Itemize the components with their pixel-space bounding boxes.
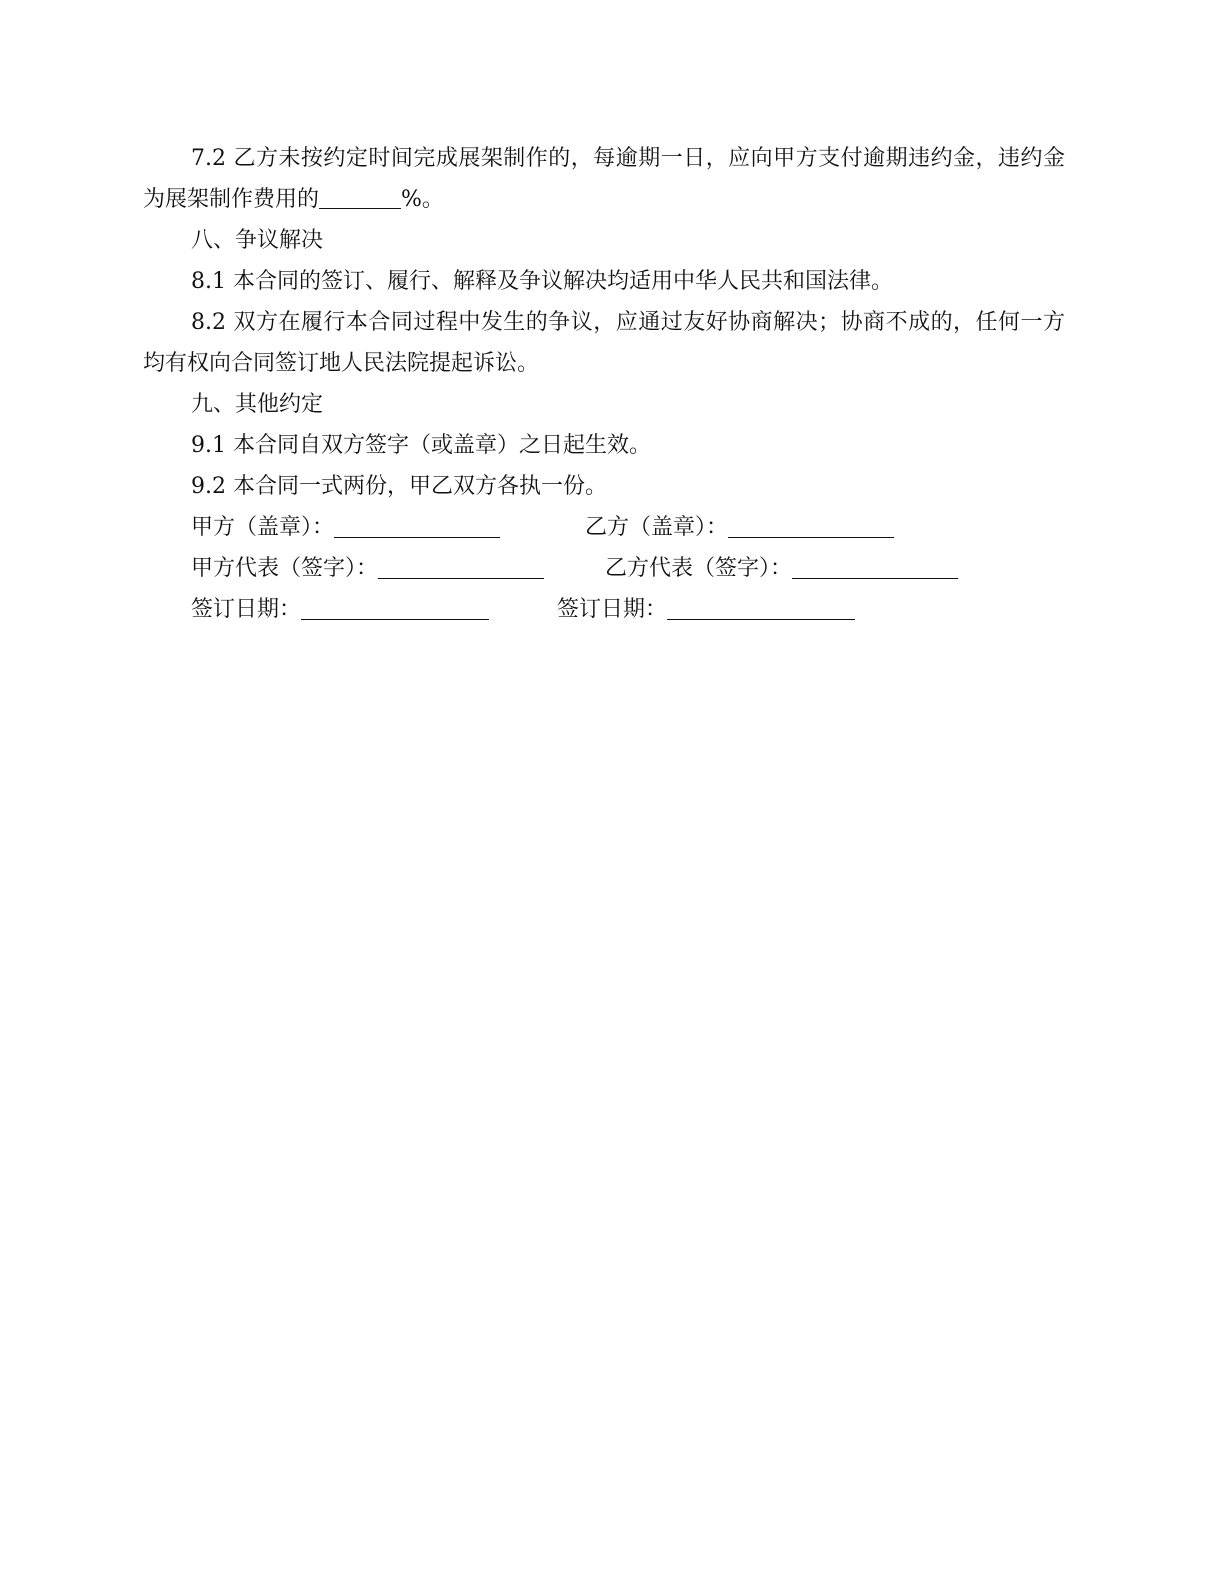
date-row <box>143 589 1065 630</box>
party-a-date-line[interactable] <box>301 593 489 620</box>
clause-8-2: 8.2 双方在履行本合同过程中发生的争议，应通过友好协商解决；协商不成的，任何一方均有权向合同签订地人民法院提起诉讼。 <box>143 310 1065 376</box>
party-a-date-label: 签订日期： <box>191 597 302 622</box>
party-b-representative <box>605 548 958 589</box>
party-a-rep-line[interactable] <box>378 552 544 579</box>
contract-body <box>143 138 1065 630</box>
clause-7-2-text: 7.2 乙方未按约定时间完成展架制作的，每逾期一日，应向甲方支付逾期违约金，违约金为展架制作费用的 <box>143 146 1065 212</box>
clause-7-2 <box>143 138 1065 220</box>
party-a-seal <box>191 507 500 548</box>
representative-row <box>143 548 1065 589</box>
seal-row <box>143 507 1065 548</box>
penalty-rate-blank[interactable] <box>319 184 401 209</box>
party-a-seal-label: 甲方（盖章）： <box>191 515 335 540</box>
party-b-seal-line[interactable] <box>728 511 894 538</box>
clause-9-1: 9.1 本合同自双方签字（或盖章）之日起生效。 <box>191 433 651 458</box>
clause-9-2: 9.2 本合同一式两份，甲乙双方各执一份。 <box>191 474 607 499</box>
section-9-heading: 九、其他约定 <box>191 392 324 417</box>
clause-7-2-suffix: %。 <box>401 187 444 212</box>
party-b-date-line[interactable] <box>667 593 855 620</box>
party-b-date-label: 签订日期： <box>557 597 668 622</box>
party-b-rep-line[interactable] <box>792 552 958 579</box>
party-b-rep-label: 乙方代表（签字）： <box>605 556 793 581</box>
clause-8-1: 8.1 本合同的签订、履行、解释及争议解决均适用中华人民共和国法律。 <box>191 269 893 294</box>
party-a-rep-label: 甲方代表（签字）： <box>191 556 379 581</box>
party-b-date <box>557 589 855 630</box>
party-a-representative <box>191 548 544 589</box>
party-b-seal-label: 乙方（盖章）： <box>585 515 729 540</box>
party-b-seal <box>585 507 894 548</box>
party-a-date <box>191 589 489 630</box>
party-a-seal-line[interactable] <box>334 511 500 538</box>
section-8-heading: 八、争议解决 <box>191 228 324 253</box>
